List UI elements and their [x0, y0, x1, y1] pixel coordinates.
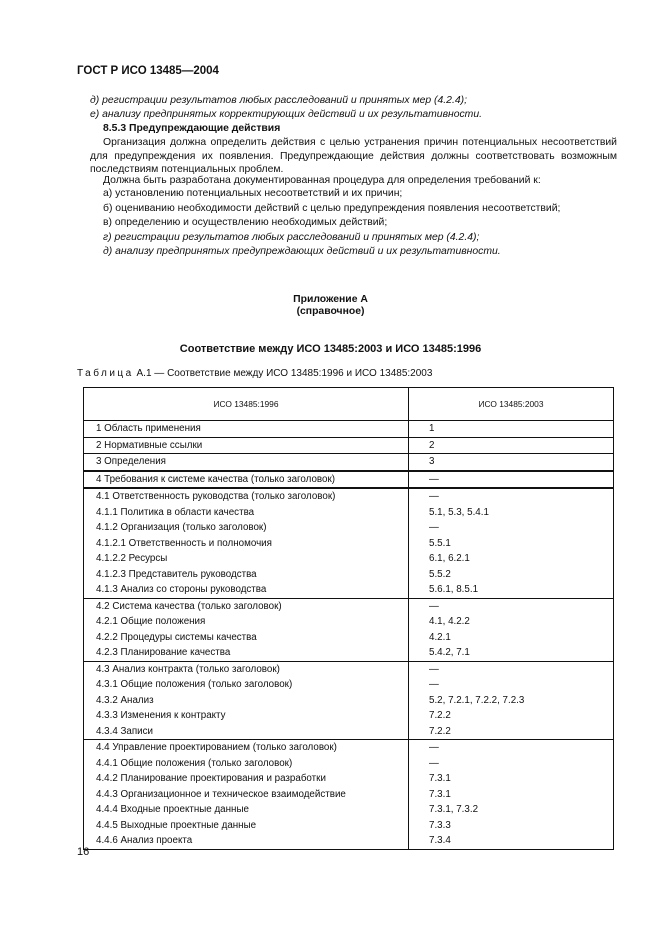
- table-row: [84, 598, 614, 614]
- cell-iso2003: 7.2.2: [409, 724, 614, 740]
- list-item-d: д) регистрации результатов любых расследований и принятых мер (4.2.4);: [90, 95, 467, 106]
- table-row: [84, 693, 614, 709]
- cell-iso1996: 4.4.2 Планирование проектирования и разработки: [84, 771, 409, 787]
- table-row: [84, 454, 614, 471]
- table-row: [84, 661, 614, 677]
- cell-iso2003: 7.2.2: [409, 708, 614, 724]
- cell-iso2003: 7.3.4: [409, 833, 614, 849]
- cell-iso2003: —: [409, 471, 614, 489]
- requirement-item: в) определению и осуществлению необходимых действий;: [103, 217, 388, 228]
- table-row: [84, 505, 614, 521]
- cell-iso2003: 4.2.1: [409, 630, 614, 646]
- cell-iso2003: 7.3.1: [409, 771, 614, 787]
- cell-iso1996: 4.4.4 Входные проектные данные: [84, 802, 409, 818]
- table-row: [84, 551, 614, 567]
- appendix-title: Приложение А: [293, 294, 368, 305]
- table-row: [84, 802, 614, 818]
- cell-iso1996: 4.1.2 Организация (только заголовок): [84, 520, 409, 536]
- table-row: [84, 421, 614, 438]
- cell-iso1996: 4.3.2 Анализ: [84, 693, 409, 709]
- table-caption-prefix: Таблица: [77, 368, 134, 379]
- cell-iso1996: 4.1 Ответственность руководства (только заголовок): [84, 488, 409, 505]
- cell-iso2003: —: [409, 488, 614, 505]
- cell-iso2003: —: [409, 756, 614, 772]
- appendix-subtitle: (справочное): [296, 306, 365, 317]
- column-header-2003: ИСО 13485:2003: [409, 388, 614, 421]
- table-row: [84, 520, 614, 536]
- table-row: [84, 614, 614, 630]
- cell-iso2003: 5.2, 7.2.1, 7.2.2, 7.2.3: [409, 693, 614, 709]
- table-row: [84, 740, 614, 756]
- cell-iso1996: 4.3.4 Записи: [84, 724, 409, 740]
- cell-iso1996: 4.1.3 Анализ со стороны руководства: [84, 582, 409, 598]
- requirement-item: г) регистрации результатов любых расследований и принятых мер (4.2.4);: [103, 231, 480, 243]
- cell-iso1996: 4.3 Анализ контракта (только заголовок): [84, 661, 409, 677]
- cell-iso2003: 5.4.2, 7.1: [409, 645, 614, 661]
- cell-iso2003: —: [409, 598, 614, 614]
- table-caption-text: А.1 — Соответствие между ИСО 13485:1996 и ИСО 13485:2003: [133, 368, 433, 379]
- table-row: [84, 488, 614, 505]
- cell-iso1996: 4.4 Управление проектированием (только заголовок): [84, 740, 409, 756]
- cell-iso1996: 4.4.3 Организационное и техническое взаимодействие: [84, 787, 409, 803]
- page-number: 16: [77, 846, 90, 858]
- cell-iso2003: 5.5.2: [409, 567, 614, 583]
- table-row: [84, 582, 614, 598]
- cell-iso2003: 7.3.1, 7.3.2: [409, 802, 614, 818]
- cell-iso2003: 3: [409, 454, 614, 471]
- cell-iso1996: 4.1.1 Политика в области качества: [84, 505, 409, 521]
- cell-iso2003: 2: [409, 437, 614, 454]
- table-row: [84, 833, 614, 849]
- cell-iso1996: 3 Определения: [84, 454, 409, 471]
- cell-iso1996: 4.1.2.3 Представитель руководства: [84, 567, 409, 583]
- table-row: [84, 645, 614, 661]
- table-row: [84, 437, 614, 454]
- section-heading: 8.5.3 Предупреждающие действия: [103, 123, 281, 134]
- paragraph-procedure: Должна быть разработана документированная процедура для определения требований к:: [103, 175, 541, 186]
- cell-iso1996: 4.2 Система качества (только заголовок): [84, 598, 409, 614]
- cell-iso1996: 4.2.2 Процедуры системы качества: [84, 630, 409, 646]
- requirement-item: а) установлению потенциальных несоответствий и их причин;: [103, 188, 403, 199]
- cell-iso2003: 5.6.1, 8.5.1: [409, 582, 614, 598]
- appendix-heading: Соответствие между ИСО 13485:2003 и ИСО 13485:1996: [179, 343, 482, 355]
- table-row: [84, 677, 614, 693]
- cell-iso2003: 4.1, 4.2.2: [409, 614, 614, 630]
- table-row: [84, 818, 614, 834]
- cell-iso1996: 4.2.3 Планирование качества: [84, 645, 409, 661]
- cell-iso2003: —: [409, 740, 614, 756]
- table-row: [84, 787, 614, 803]
- cell-iso2003: —: [409, 520, 614, 536]
- table-row: [84, 708, 614, 724]
- cell-iso1996: 4.4.1 Общие положения (только заголовок): [84, 756, 409, 772]
- cell-iso2003: —: [409, 677, 614, 693]
- cell-iso2003: —: [409, 661, 614, 677]
- cell-iso1996: 4.4.5 Выходные проектные данные: [84, 818, 409, 834]
- column-header-1996: ИСО 13485:1996: [84, 388, 409, 421]
- table-row: [84, 756, 614, 772]
- cell-iso2003: 5.1, 5.3, 5.4.1: [409, 505, 614, 521]
- cell-iso1996: 4.1.2.2 Ресурсы: [84, 551, 409, 567]
- list-item-e: е) анализу предпринятых корректирующих действий и их результативности.: [90, 109, 483, 120]
- table-row: [84, 536, 614, 552]
- cell-iso1996: 4.1.2.1 Ответственность и полномочия: [84, 536, 409, 552]
- cell-iso1996: 4.3.1 Общие положения (только заголовок): [84, 677, 409, 693]
- cell-iso1996: 4.4.6 Анализ проекта: [84, 833, 409, 849]
- table-row: [84, 471, 614, 489]
- cell-iso1996: 2 Нормативные ссылки: [84, 437, 409, 454]
- table-row: [84, 630, 614, 646]
- table-row: [84, 771, 614, 787]
- table-row: [84, 724, 614, 740]
- cell-iso2003: 5.5.1: [409, 536, 614, 552]
- requirement-item: д) анализу предпринятых предупреждающих действий и их результативности.: [103, 246, 501, 257]
- document-header: ГОСТ Р ИСО 13485—2004: [77, 65, 219, 77]
- paragraph-organization: Организация должна определить действия с целью устранения причин потенциальных несоответствий для предупреждения их появления. Предупреждающие действия должны соответствовать возможным последствиям потенциальных проблем.: [90, 137, 617, 175]
- cell-iso2003: 7.3.1: [409, 787, 614, 803]
- cell-iso1996: 4 Требования к системе качества (только заголовок): [84, 471, 409, 489]
- cell-iso1996: 1 Область применения: [84, 421, 409, 438]
- requirement-item: б) оцениванию необходимости действий с целью предупреждения появления несоответствий;: [103, 202, 561, 214]
- cell-iso1996: 4.2.1 Общие положения: [84, 614, 409, 630]
- table-row: [84, 567, 614, 583]
- cell-iso2003: 7.3.3: [409, 818, 614, 834]
- cell-iso1996: 4.3.3 Изменения к контракту: [84, 708, 409, 724]
- cell-iso2003: 1: [409, 421, 614, 438]
- table-caption: [77, 368, 432, 379]
- correspondence-table: [83, 387, 614, 850]
- cell-iso2003: 6.1, 6.2.1: [409, 551, 614, 567]
